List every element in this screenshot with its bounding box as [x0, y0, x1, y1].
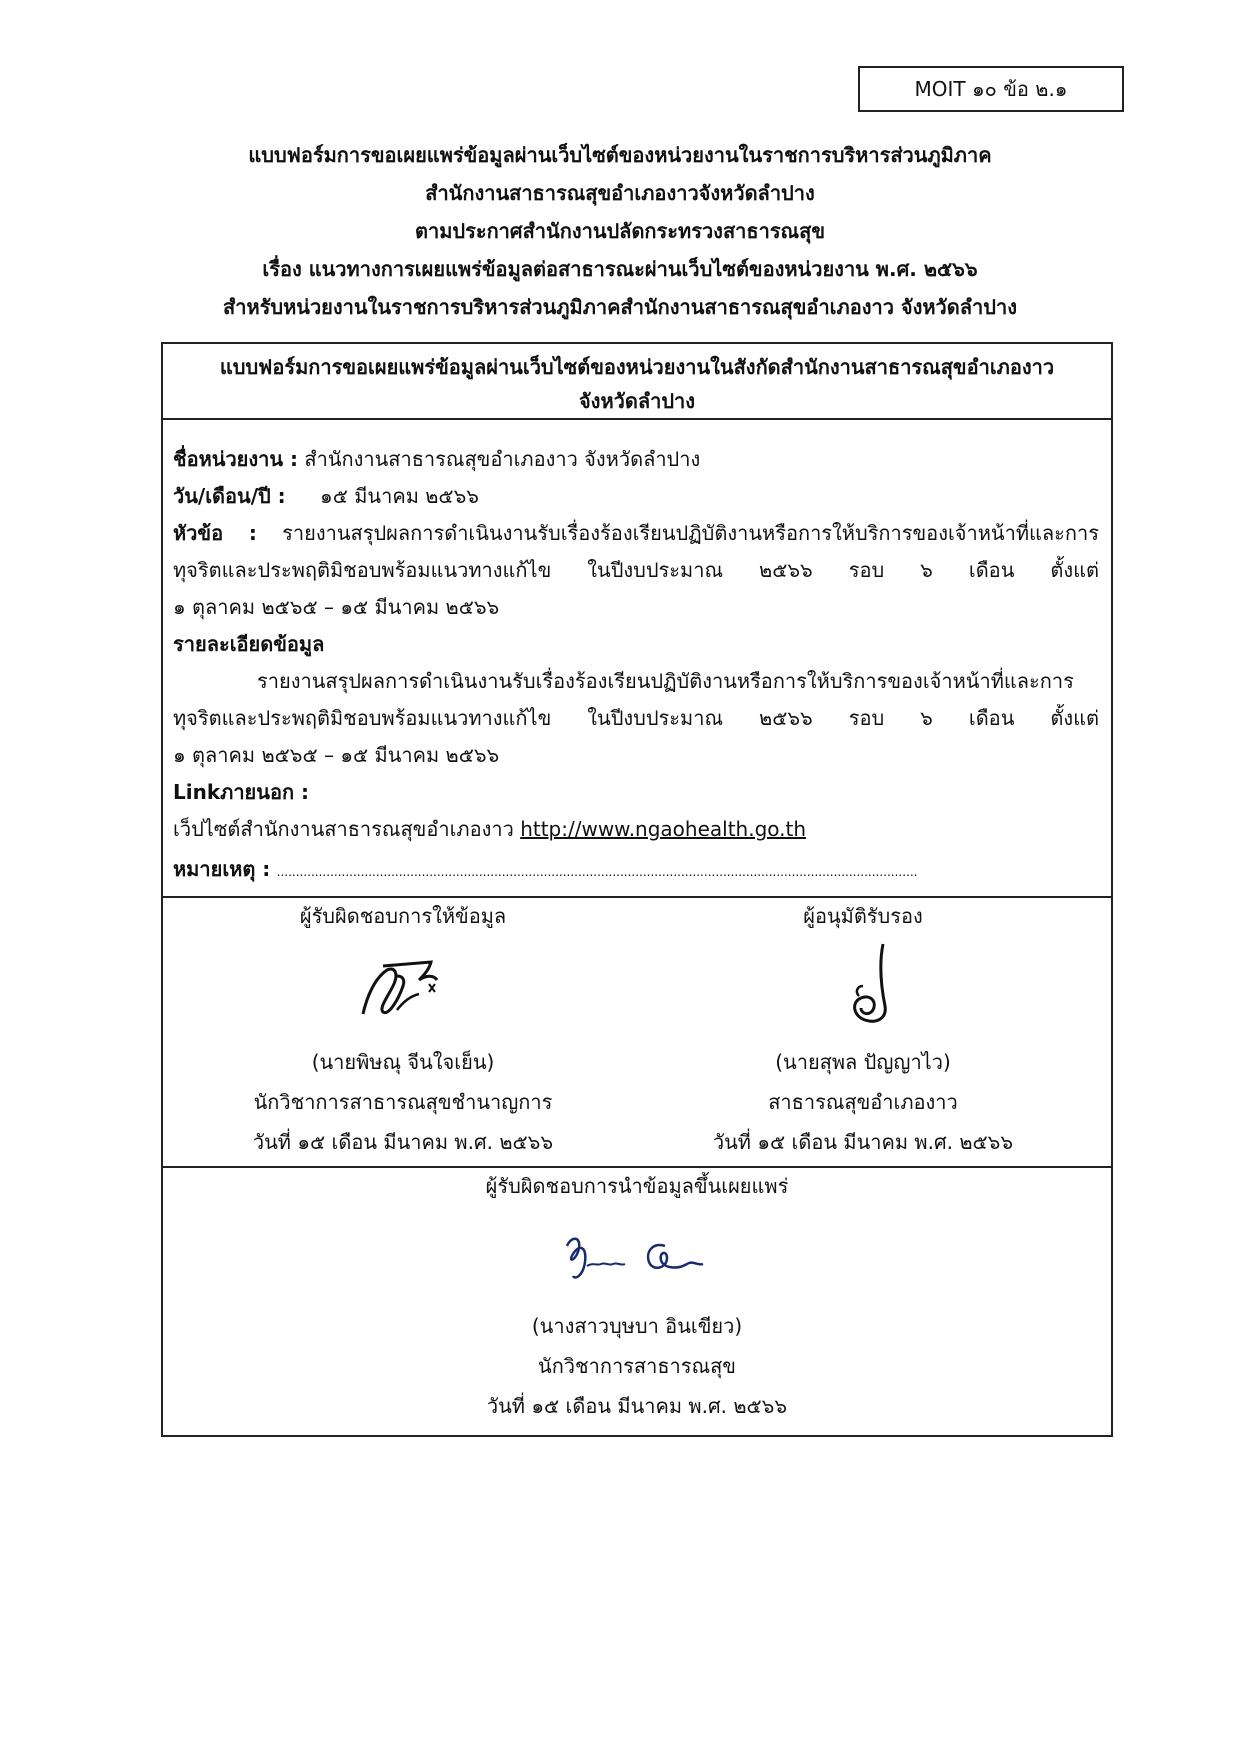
note-row	[173, 854, 917, 887]
detail-line-2: ทุจริตและประพฤติมิชอบพร้อมแนวทางแก้ไข ในปีงบประมาณ ๒๕๖๖ รอบ ๖ เดือน ตั้งแต่	[173, 706, 1099, 730]
provider-role: ผู้รับผิดชอบการให้ข้อมูล	[299, 904, 507, 928]
heading-line-2: สำนักงานสาธารณสุขอำเภองาวจังหวัดลำปาง	[425, 181, 815, 205]
form-title	[163, 344, 1111, 420]
publisher-signature-block	[163, 1166, 1111, 1426]
topic-label: หัวข้อ :	[173, 521, 257, 545]
approver-signature-image	[803, 936, 923, 1036]
detail-line-3: ๑ ตุลาคม ๒๕๖๕ – ๑๕ มีนาคม ๒๕๖๖	[173, 743, 500, 767]
unit-value: สำนักงานสาธารณสุขอำเภองาว จังหวัดลำปาง	[304, 447, 701, 471]
provider-date: วันที่ ๑๕ เดือน มีนาคม พ.ศ. ๒๕๖๖	[252, 1130, 554, 1154]
provider-signature-image	[343, 936, 463, 1036]
detail-label: รายละเอียดข้อมูล	[173, 632, 325, 656]
document-heading	[0, 136, 1240, 326]
external-link-label: Linkภายนอก :	[173, 780, 310, 804]
date-label: วัน/เดือน/ปี :	[173, 484, 286, 508]
approver-name: (นายสุพล ปัญญาไว)	[775, 1050, 951, 1074]
website-text: เว็ปไซต์สำนักงานสาธารณสุขอำเภองาว	[173, 817, 514, 841]
approver-signature-block	[643, 896, 1083, 1162]
topic-line-2: ทุจริตและประพฤติมิชอบพร้อมแนวทางแก้ไข ในปีงบประมาณ ๒๕๖๖ รอบ ๖ เดือน ตั้งแต่	[173, 558, 1099, 582]
publisher-role: ผู้รับผิดชอบการนำข้อมูลขึ้นเผยแพร่	[485, 1174, 789, 1198]
heading-line-3: ตามประกาศสำนักงานปลัดกระทรวงสาธารณสุข	[414, 219, 825, 243]
approver-position: สาธารณสุขอำเภองาว	[768, 1090, 958, 1114]
date-row	[173, 481, 479, 511]
note-dots: ........................................................................................................................................................................	[276, 865, 918, 879]
unit-row	[173, 444, 700, 474]
publisher-name: (นางสาวบุษบา อินเขียว)	[531, 1314, 743, 1338]
topic-line-1: รายงานสรุปผลการดำเนินงานรับเรื่องร้องเรียนปฏิบัติงานหรือการให้บริการของเจ้าหน้าที่และการ	[282, 521, 1099, 545]
topic-row-1	[173, 518, 1099, 548]
heading-line-4: เรื่อง แนวทางการเผยแพร่ข้อมูลต่อสาธารณะผ่านเว็บไซต์ของหน่วยงาน พ.ศ. ๒๕๖๖	[262, 257, 978, 281]
provider-signature-block	[183, 896, 623, 1162]
date-value: ๑๕ มีนาคม ๒๕๖๖	[320, 484, 479, 508]
topic-line-3: ๑ ตุลาคม ๒๕๖๕ – ๑๕ มีนาคม ๒๕๖๖	[173, 595, 500, 619]
publisher-position: นักวิชาการสาธารณสุข	[538, 1354, 736, 1378]
note-label: หมายเหตุ :	[173, 857, 271, 881]
provider-name: (นายพิษณุ จีนใจเย็น)	[311, 1050, 495, 1074]
website-link[interactable]: http://www.ngaohealth.go.th	[520, 817, 807, 841]
request-form	[161, 342, 1113, 1437]
approver-role: ผู้อนุมัติรับรอง	[803, 904, 923, 928]
form-title-line-1: แบบฟอร์มการขอเผยแพร่ข้อมูลผ่านเว็บไซต์ของหน่วยงานในสังกัดสำนักงานสาธารณสุขอำเภองาว	[219, 355, 1055, 379]
heading-line-1: แบบฟอร์มการขอเผยแพร่ข้อมูลผ่านเว็บไซต์ของหน่วยงานในราชการบริหารส่วนภูมิภาค	[248, 143, 992, 167]
publisher-signature-image	[537, 1206, 737, 1306]
detail-line-1: รายงานสรุปผลการดำเนินงานรับเรื่องร้องเรียนปฏิบัติงานหรือการให้บริการของเจ้าหน้าที่และการ	[257, 669, 1074, 693]
heading-line-5: สำหรับหน่วยงานในราชการบริหารส่วนภูมิภาคสำนักงานสาธารณสุขอำเภองาว จังหวัดลำปาง	[223, 295, 1017, 319]
provider-position: นักวิชาการสาธารณสุขชำนาญการ	[253, 1090, 553, 1114]
approver-date: วันที่ ๑๕ เดือน มีนาคม พ.ศ. ๒๕๖๖	[712, 1130, 1014, 1154]
form-title-line-2: จังหวัดลำปาง	[578, 389, 696, 413]
document-code-box: MOIT ๑๐ ข้อ ๒.๑	[858, 66, 1124, 112]
publisher-date: วันที่ ๑๕ เดือน มีนาคม พ.ศ. ๒๕๖๖	[486, 1394, 788, 1418]
unit-label: ชื่อหน่วยงาน :	[173, 447, 299, 471]
website-row	[173, 814, 806, 844]
